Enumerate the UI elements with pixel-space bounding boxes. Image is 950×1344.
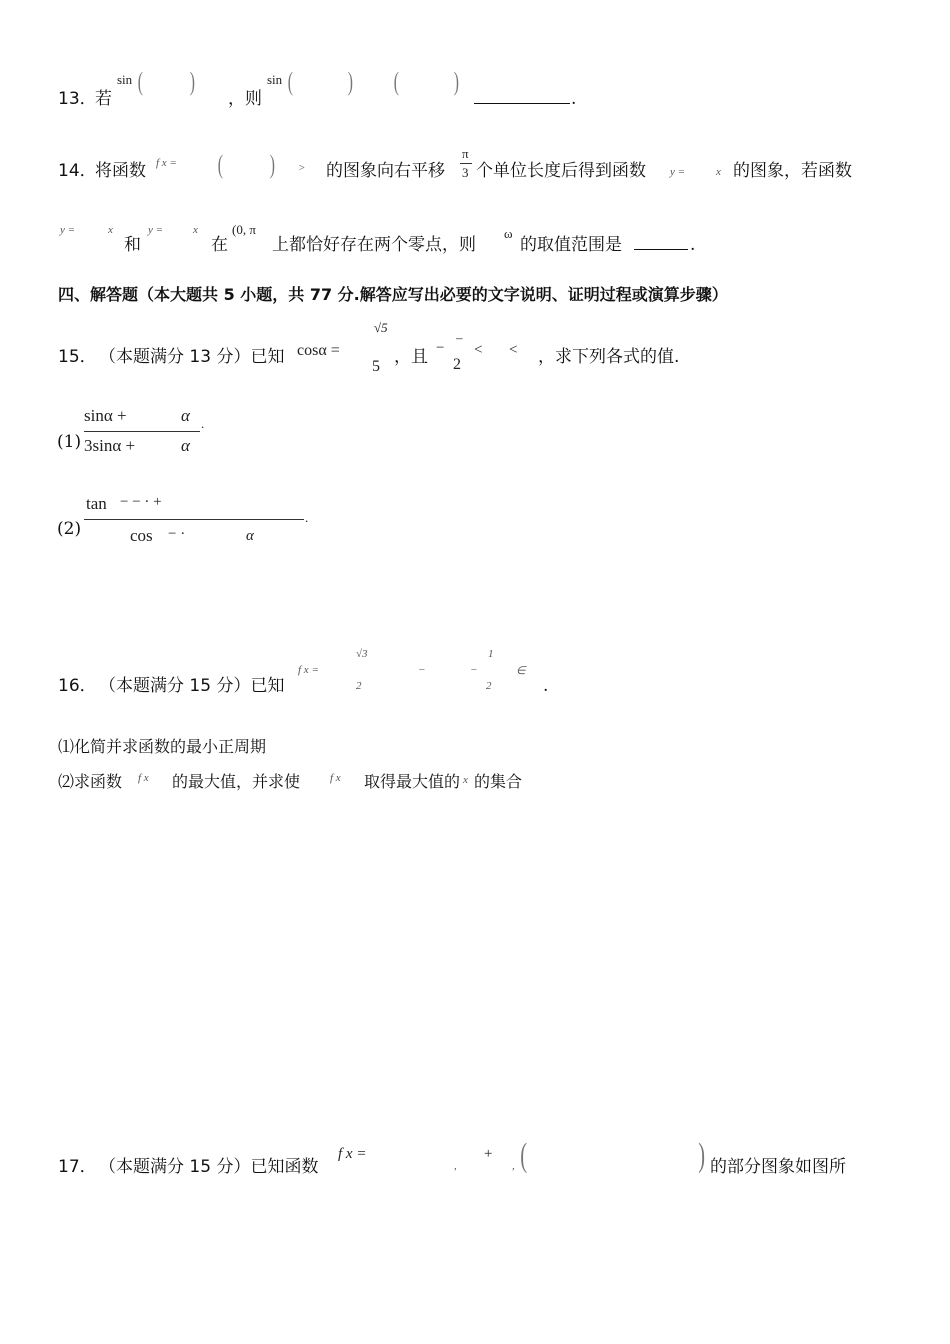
- q16-two-2: 2: [486, 680, 492, 692]
- q13-answer-blank[interactable]: [474, 88, 570, 110]
- q14-omega: ω: [504, 226, 513, 241]
- q13-sin-2: sin: [267, 72, 283, 87]
- q16-item-2-b: 的最大值，并求使: [172, 772, 301, 791]
- q16-sqrt: √3: [356, 648, 368, 660]
- q17-comma-mark: ,: [454, 1160, 457, 1172]
- q15-part2-label: (2): [57, 519, 82, 539]
- q16-item-1: ⑴化简并求函数的最小正周期: [58, 737, 267, 756]
- q16-item-2-a: ⑵求函数: [58, 772, 123, 791]
- q16-item-2-c: 取得最大值的: [364, 772, 461, 791]
- q17-f-expr: f x =: [338, 1146, 367, 1162]
- q14-x-2: x: [108, 224, 113, 236]
- q15-lt-1: <: [474, 342, 483, 358]
- q14-x: x: [716, 166, 721, 178]
- q16-two-1: 2: [356, 680, 362, 692]
- q15-part1-numerator: sinα +: [84, 406, 127, 425]
- q15-part1-frac-bar: [84, 431, 200, 432]
- q15-part2-den-cos: cos: [130, 526, 153, 545]
- q16-score: （本题满分 15 分）已知: [99, 676, 285, 696]
- q15-two: 2: [453, 356, 461, 373]
- q13-paren-left-2: (: [287, 67, 293, 96]
- q15-part1-denominator: 3sinα +: [84, 436, 136, 455]
- q15-text-ask: ，求下列各式的值.: [538, 347, 680, 367]
- q14-answer-blank[interactable]: [634, 234, 688, 256]
- q14-text-6: 的取值范围是: [520, 235, 622, 255]
- q17-paren-right: ): [698, 1137, 706, 1174]
- q14-text-he: 和: [124, 235, 141, 255]
- q15-part2-num-tan: tan: [86, 494, 107, 513]
- q17-plus: +: [484, 1146, 493, 1162]
- q16-number: 16．: [58, 676, 97, 696]
- q15-sqrt: √5: [374, 320, 388, 335]
- q13-sin-1: sin: [117, 72, 133, 87]
- q16-minus-1: −: [418, 664, 426, 676]
- section-4-heading: 四、解答题（本大题共 5 小题，共 77 分.解答应写出必要的文字说明、证明过程或演算步骤）: [58, 285, 728, 304]
- q15-cos-expr: cosα =: [297, 342, 340, 359]
- q14-paren-right: ): [269, 150, 275, 179]
- q17-tail-text: 的部分图象如图所: [710, 1157, 846, 1177]
- q15-part2-den-alpha: α: [246, 528, 254, 544]
- q14-frac-bar: [460, 163, 472, 164]
- q13-paren-left-3: (: [393, 67, 399, 96]
- q15-number: 15．: [58, 347, 97, 367]
- q14-y-expr-2: y =: [60, 224, 76, 236]
- q14-text-zai: 在: [211, 235, 228, 255]
- q15-part2-num-ops: − − · +: [120, 494, 162, 510]
- q14-f-expr: f x =: [156, 157, 177, 169]
- q14-number: 14．: [58, 161, 97, 181]
- q15-part1-label: (1): [57, 432, 82, 452]
- q16-one: 1: [488, 648, 494, 660]
- q17-comma-mark-2: ,: [512, 1160, 515, 1172]
- q14-text-2: 的图象向右平移: [326, 161, 445, 181]
- q15-part2-dot: .: [305, 510, 309, 525]
- q13-text-ruo: 若: [95, 89, 112, 109]
- q15-lt-2: <: [509, 342, 518, 358]
- q16-item-2-fx-1: f x: [138, 772, 149, 784]
- q13-paren-left-1: (: [137, 67, 143, 96]
- q16-f-expr: f x =: [298, 664, 319, 676]
- q14-text-3: 个单位长度后得到函数: [476, 161, 646, 181]
- q15-part1-den-alpha: α: [181, 436, 190, 455]
- q14-y-expr-3: y =: [148, 224, 164, 236]
- q16-item-2-x: x: [463, 774, 468, 786]
- q13-paren-right-3: ): [453, 67, 459, 96]
- q13-text-ze: ，则: [228, 89, 262, 109]
- q15-frac-top: –: [456, 330, 463, 345]
- q14-text-4: 的图象，若函数: [733, 161, 852, 181]
- q13-period: .: [571, 89, 577, 109]
- q15-part2-den-ops: − ·: [168, 526, 186, 542]
- q14-text-1: 将函数: [95, 161, 146, 181]
- q14-period: .: [690, 235, 696, 255]
- q14-text-5: 上都恰好存在两个零点，则: [272, 235, 476, 255]
- q14-x-3: x: [193, 224, 198, 236]
- q16-minus-2: −: [470, 664, 478, 676]
- q13-paren-right-2: ): [347, 67, 353, 96]
- q14-paren-left: (: [217, 150, 223, 179]
- q15-score: （本题满分 13 分）已知: [99, 347, 285, 367]
- q15-minus: −: [436, 340, 445, 356]
- q14-interval: (0, π: [232, 222, 256, 237]
- q14-y-expr: y =: [670, 166, 686, 178]
- q13-paren-right-1: ): [189, 67, 195, 96]
- q16-item-2-fx-2: f x: [330, 772, 341, 784]
- q15-part2-frac-bar: [84, 519, 304, 520]
- q14-three: 3: [462, 165, 469, 180]
- q14-pi: π: [462, 146, 469, 161]
- q15-part1-dot: .: [201, 416, 205, 431]
- q17-paren-left: (: [520, 1137, 528, 1174]
- q16-period: .: [543, 676, 549, 696]
- q14-gt: >: [298, 162, 306, 174]
- q15-five: 5: [372, 358, 380, 375]
- q13-number: 13．: [58, 89, 97, 109]
- q17-score: （本题满分 15 分）已知函数: [99, 1157, 319, 1177]
- q17-number: 17．: [58, 1157, 97, 1177]
- q16-in: ∈: [516, 665, 526, 677]
- q15-text-qie: ，且: [394, 347, 428, 367]
- q16-item-2-d: 的集合: [474, 772, 523, 791]
- q15-part1-num-alpha: α: [181, 406, 190, 425]
